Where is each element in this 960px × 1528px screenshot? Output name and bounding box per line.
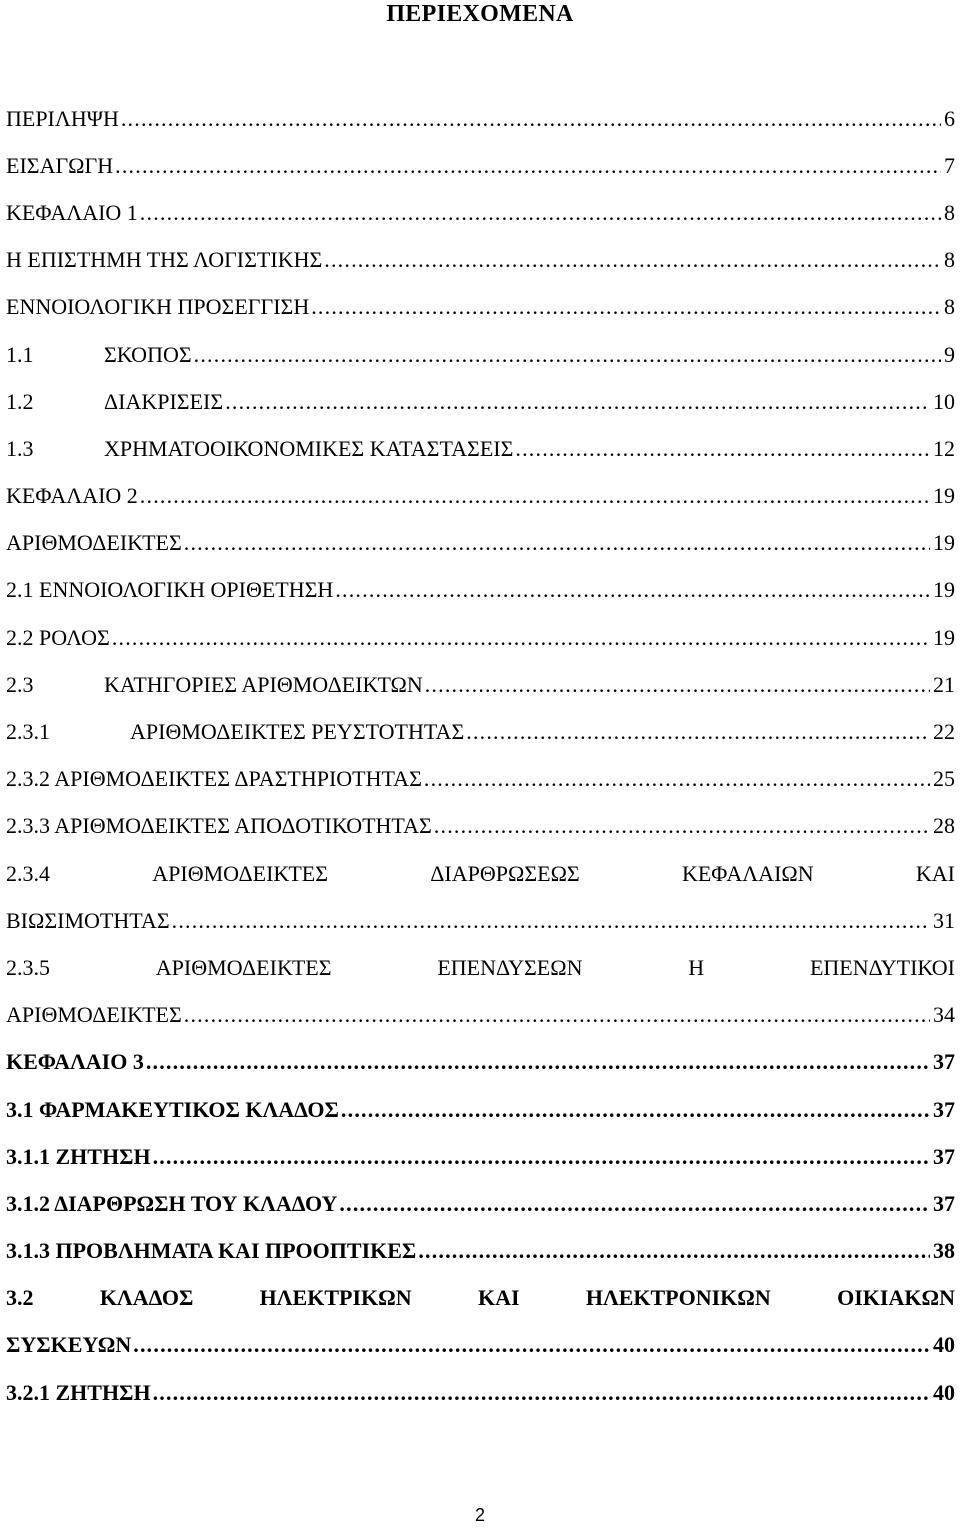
toc-entry-page: 12: [933, 435, 955, 461]
toc-entry-title: ΚΕΦΑΛΑΙΟ 1: [6, 199, 138, 225]
toc-entry-page: 9: [944, 341, 955, 367]
toc-entry-page: 6: [944, 105, 955, 131]
toc-dot-leader: [140, 200, 941, 226]
toc-dot-leader: [335, 577, 930, 603]
toc-entry-number: 3.2: [6, 1285, 34, 1311]
toc-dot-leader: [311, 294, 941, 320]
toc-entry-page: 8: [944, 294, 955, 320]
toc-entry-page: 28: [933, 813, 955, 839]
toc-dot-leader: [115, 153, 941, 179]
toc-entry-page: 22: [933, 719, 955, 745]
toc-entry-title: 3.1 ΦΑΡΜΑΚΕΥΤΙΚΟΣ ΚΛΑΔΟΣ: [6, 1096, 339, 1122]
toc-dot-leader: [339, 1191, 930, 1217]
toc-entry-title: ΚΕΦΑΛΑΙΟ 2: [6, 483, 138, 509]
toc-entry-title: 2.1 ΕΝΝΟΙΟΛΟΓΙΚΗ ΟΡΙΘΕΤΗΣΗ: [6, 577, 334, 603]
toc-entry[interactable]: [6, 425, 955, 472]
toc-entry-number: 1.3: [6, 435, 34, 461]
toc-dot-leader: [418, 1238, 930, 1264]
toc-dot-leader: [133, 1332, 930, 1358]
toc-entry-title: ΑΡΙΘΜΟΔΕΙΚΤΕΣ: [6, 1002, 182, 1028]
toc-entry-title: 3.2.1 ΖΗΤΗΣΗ: [6, 1379, 151, 1405]
toc-entry-title: 3.1.3 ΠΡΟΒΛΗΜΑΤΑ ΚΑΙ ΠΡΟΟΠΤΙΚΕΣ: [6, 1238, 417, 1264]
toc-entry[interactable]: [6, 1322, 955, 1369]
toc-entry-justified-text: [6, 955, 955, 981]
toc-entry-word: ΕΠΕΝΔΥΣΕΩΝ: [437, 954, 583, 980]
toc-entry[interactable]: [6, 897, 955, 944]
toc-entry[interactable]: [6, 237, 955, 284]
toc-dot-leader: [184, 1002, 930, 1028]
toc-entry-word: ΚΑΙ: [477, 1285, 520, 1311]
toc-entry[interactable]: [6, 708, 955, 755]
toc-entry-title: ΚΕΦΑΛΑΙΟ 3: [6, 1049, 144, 1075]
toc-entry-justified-text: [6, 861, 955, 887]
toc-entry-page: 31: [933, 907, 955, 933]
toc-entry-page: 21: [933, 671, 955, 697]
toc-entry[interactable]: [6, 614, 955, 661]
toc-entry-title: ΑΡΙΘΜΟΔΕΙΚΤΕΣ ΡΕΥΣΤΟΤΗΤΑΣ: [130, 719, 465, 745]
toc-entry-page: 37: [933, 1190, 955, 1216]
toc-entry[interactable]: [6, 567, 955, 614]
toc-entry[interactable]: [6, 1228, 955, 1275]
toc-entry[interactable]: [6, 992, 955, 1039]
toc-entry-justified-text: [6, 1285, 955, 1311]
toc-entry-title: 3.1.1 ΖΗΤΗΣΗ: [6, 1143, 151, 1169]
page-title: ΠΕΡΙΕΧΟΜΕΝΑ: [386, 1, 574, 27]
toc-entry-word: ΑΡΙΘΜΟΔΕΙΚΤΕΣ: [152, 860, 329, 886]
toc-dot-leader: [424, 766, 930, 792]
toc-entry-page: 8: [944, 247, 955, 273]
toc-entry-wrapped-line[interactable]: [6, 850, 955, 897]
toc-dot-leader: [324, 247, 941, 273]
toc-dot-leader: [112, 625, 930, 651]
toc-dot-leader: [172, 908, 930, 934]
toc-dot-leader: [121, 106, 941, 132]
toc-entry-page: 40: [933, 1379, 955, 1405]
toc-entry-page: 8: [944, 199, 955, 225]
toc-entry-title: ΧΡΗΜΑΤΟΟΙΚΟΝΟΜΙΚΕΣ ΚΑΤΑΣΤΑΣΕΙΣ: [104, 435, 514, 461]
toc-entry-wrapped-line[interactable]: [6, 944, 955, 991]
toc-entry-page: 7: [944, 152, 955, 178]
toc-entry-page: 34: [933, 1002, 955, 1028]
toc-dot-leader: [184, 530, 930, 556]
toc-entry-word: ΚΕΦΑΛΑΙΩΝ: [681, 860, 814, 886]
toc-dot-leader: [425, 672, 930, 698]
table-of-contents: [6, 95, 955, 1416]
toc-entry-word: ΚΑΙ: [915, 860, 955, 886]
toc-entry[interactable]: [6, 331, 955, 378]
toc-entry[interactable]: [6, 284, 955, 331]
toc-entry-word: ΕΠΕΝΔΥΤΙΚΟΙ: [809, 954, 955, 980]
toc-entry-number: 2.3.4: [6, 860, 50, 886]
toc-entry-title: ΔΙΑΚΡΙΣΕΙΣ: [104, 388, 224, 414]
toc-entry-number: 2.3.1: [6, 719, 50, 745]
toc-entry[interactable]: [6, 661, 955, 708]
toc-entry-page: 19: [933, 624, 955, 650]
toc-entry[interactable]: [6, 1039, 955, 1086]
toc-entry[interactable]: [6, 1180, 955, 1227]
toc-entry-page: 19: [933, 577, 955, 603]
toc-entry-word: ΟΙΚΙΑΚΩΝ: [837, 1285, 955, 1311]
toc-entry[interactable]: [6, 1133, 955, 1180]
toc-entry-title: 2.2 ΡΟΛΟΣ: [6, 624, 110, 650]
toc-entry-number: 2.3.5: [6, 954, 50, 980]
toc-entry-page: 37: [933, 1143, 955, 1169]
toc-dot-leader: [466, 719, 930, 745]
toc-entry-title: ΕΙΣΑΓΩΓΗ: [6, 152, 114, 178]
toc-entry-word: ΑΡΙΘΜΟΔΕΙΚΤΕΣ: [155, 954, 332, 980]
toc-entry-number: 1.2: [6, 388, 34, 414]
toc-dot-leader: [153, 1380, 930, 1406]
toc-dot-leader: [225, 389, 930, 415]
toc-entry-number: 2.3: [6, 671, 34, 697]
toc-dot-leader: [434, 813, 930, 839]
toc-entry-title: 3.1.2 ΔΙΑΡΘΡΩΣΗ ΤΟΥ ΚΛΑΔΟΥ: [6, 1190, 338, 1216]
toc-entry[interactable]: [6, 803, 955, 850]
toc-entry-word: Η: [688, 954, 705, 980]
toc-entry-number: 1.1: [6, 341, 34, 367]
toc-entry[interactable]: [6, 1369, 955, 1416]
toc-entry-page: 19: [933, 483, 955, 509]
toc-entry-word: ΗΛΕΚΤΡΟΝΙΚΩΝ: [585, 1285, 771, 1311]
toc-entry-title: ΒΙΩΣΙΜΟΤΗΤΑΣ: [6, 907, 170, 933]
toc-entry[interactable]: [6, 189, 955, 236]
toc-entry-page: 19: [933, 530, 955, 556]
page-number: 2: [474, 1505, 485, 1525]
toc-entry-title: ΑΡΙΘΜΟΔΕΙΚΤΕΣ: [6, 530, 182, 556]
toc-entry-word: ΔΙΑΡΘΡΩΣΕΩΣ: [430, 860, 580, 886]
toc-dot-leader: [341, 1097, 930, 1123]
toc-entry[interactable]: [6, 756, 955, 803]
toc-dot-leader: [194, 342, 941, 368]
toc-entry-title: ΠΕΡΙΛΗΨΗ: [6, 105, 119, 131]
toc-entry[interactable]: [6, 95, 955, 142]
toc-entry-wrapped-line[interactable]: [6, 1275, 955, 1322]
toc-entry-title: Η ΕΠΙΣΤΗΜΗ ΤΗΣ ΛΟΓΙΣΤΙΚΗΣ: [6, 247, 323, 273]
toc-entry-page: 37: [933, 1049, 955, 1075]
toc-entry[interactable]: [6, 378, 955, 425]
toc-entry[interactable]: [6, 473, 955, 520]
toc-entry-page: 25: [933, 766, 955, 792]
toc-entry[interactable]: [6, 142, 955, 189]
toc-entry-word: ΚΛΑΔΟΣ: [99, 1285, 194, 1311]
toc-dot-leader: [153, 1144, 930, 1170]
toc-entry[interactable]: [6, 520, 955, 567]
toc-entry-title: ΚΑΤΗΓΟΡΙΕΣ ΑΡΙΘΜΟΔΕΙΚΤΩΝ: [104, 671, 423, 697]
toc-dot-leader: [146, 1049, 930, 1075]
toc-entry-title: 2.3.2 ΑΡΙΘΜΟΔΕΙΚΤΕΣ ΔΡΑΣΤΗΡΙΟΤΗΤΑΣ: [6, 766, 422, 792]
toc-entry-page: 10: [933, 388, 955, 414]
toc-entry-page: 38: [933, 1238, 955, 1264]
toc-dot-leader: [140, 483, 930, 509]
toc-entry-title: ΕΝΝΟΙΟΛΟΓΙΚΗ ΠΡΟΣΕΓΓΙΣΗ: [6, 294, 310, 320]
toc-entry-title: ΣΚΟΠΟΣ: [104, 341, 192, 367]
toc-entry-title: ΣΥΣΚΕΥΩΝ: [6, 1332, 132, 1358]
toc-dot-leader: [515, 436, 930, 462]
toc-entry-page: 40: [933, 1332, 955, 1358]
toc-entry-word: ΗΛΕΚΤΡΙΚΩΝ: [259, 1285, 412, 1311]
toc-entry-title: 2.3.3 ΑΡΙΘΜΟΔΕΙΚΤΕΣ ΑΠΟΔΟΤΙΚΟΤΗΤΑΣ: [6, 813, 432, 839]
toc-entry-page: 37: [933, 1096, 955, 1122]
toc-entry[interactable]: [6, 1086, 955, 1133]
